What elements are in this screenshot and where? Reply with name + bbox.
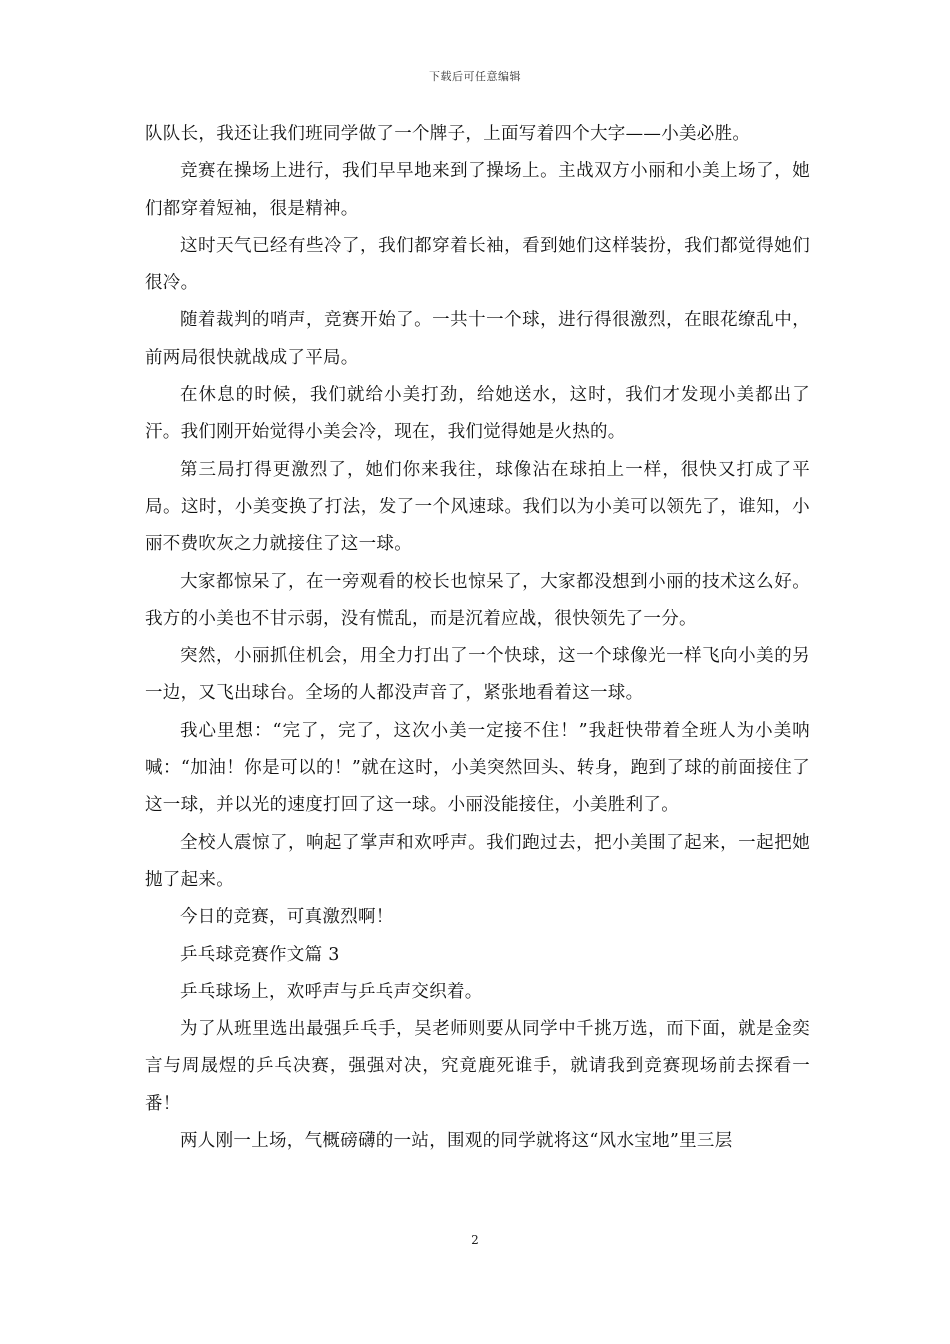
paragraph: 这时天气已经有些冷了，我们都穿着长袖，看到她们这样装扮，我们都觉得她们很冷。 bbox=[145, 235, 810, 294]
paragraph: 突然，小丽抓住机会，用全力打出了一个快球，这一个球像光一样飞向小美的另一边，又飞出球台。全场的人都没声音了，紧张地看着这一球。 bbox=[145, 646, 810, 704]
paragraph: 竞赛在操场上进行，我们早早地来到了操场上。主战双方小丽和小美上场了，她们都穿着短袖，很是精神。 bbox=[145, 161, 810, 219]
paragraph: 两人刚一上场，气概磅礴的一站，围观的同学就将这“风水宝地”里三层 bbox=[180, 1131, 733, 1152]
paragraph: 队队长，我还让我们班同学做了一个牌子，上面写着四个大字——小美必胜。 bbox=[145, 124, 751, 144]
paragraph: 随着裁判的哨声，竞赛开始了。一共十一个球，进行得很激烈，在眼花缭乱中，前两局很快就战成了平局。 bbox=[145, 310, 810, 368]
section-heading: 乒乓球竞赛作文篇 3 bbox=[180, 944, 340, 965]
paragraph: 大家都惊呆了，在一旁观看的校长也惊呆了，大家都没想到小丽的技术这么好。我方的小美也不甘示弱，没有慌乱，而是沉着应战，很快领先了一分。 bbox=[145, 571, 810, 629]
paragraph: 乒乓球场上，欢呼声与乒乓声交织着。 bbox=[180, 981, 483, 1002]
paragraph: 今日的竞赛，可真激烈啊！ bbox=[180, 907, 394, 928]
paragraph: 全校人震惊了，响起了掌声和欢呼声。我们跑过去，把小美围了起来，一起把她抛了起来。 bbox=[145, 832, 810, 890]
document-body bbox=[145, 116, 810, 1160]
page-number: 2 bbox=[471, 1233, 479, 1247]
paragraph: 我心里想：“完了，完了，这次小美一定接不住！”我赶快带着全班人为小美呐喊：“加油！你是可以的！”就在这时，小美突然回头、转身，跑到了球的前面接住了这一球，并以光的速度打回了这一球。小丽没能接住，小美胜利了。 bbox=[145, 720, 810, 816]
header-note: 下载后可任意编辑 bbox=[429, 70, 521, 83]
paragraph: 在休息的时候，我们就给小美打劲，给她送水，这时，我们才发现小美都出了汗。我们刚开始觉得小美会冷，现在，我们觉得她是火热的。 bbox=[145, 385, 810, 443]
paragraph: 为了从班里选出最强乒乓手，吴老师则要从同学中千挑万选，而下面，就是金奕言与周晟煜的乒乓决赛，强强对决，究竟鹿死谁手，就请我到竞赛现场前去探看一番！ bbox=[145, 1019, 810, 1114]
paragraph: 第三局打得更激烈了，她们你来我往，球像沾在球拍上一样，很快又打成了平局。这时，小美变换了打法，发了一个风速球。我们以为小美可以领先了，谁知，小丽不费吹灰之力就接住了这一球。 bbox=[145, 459, 810, 555]
